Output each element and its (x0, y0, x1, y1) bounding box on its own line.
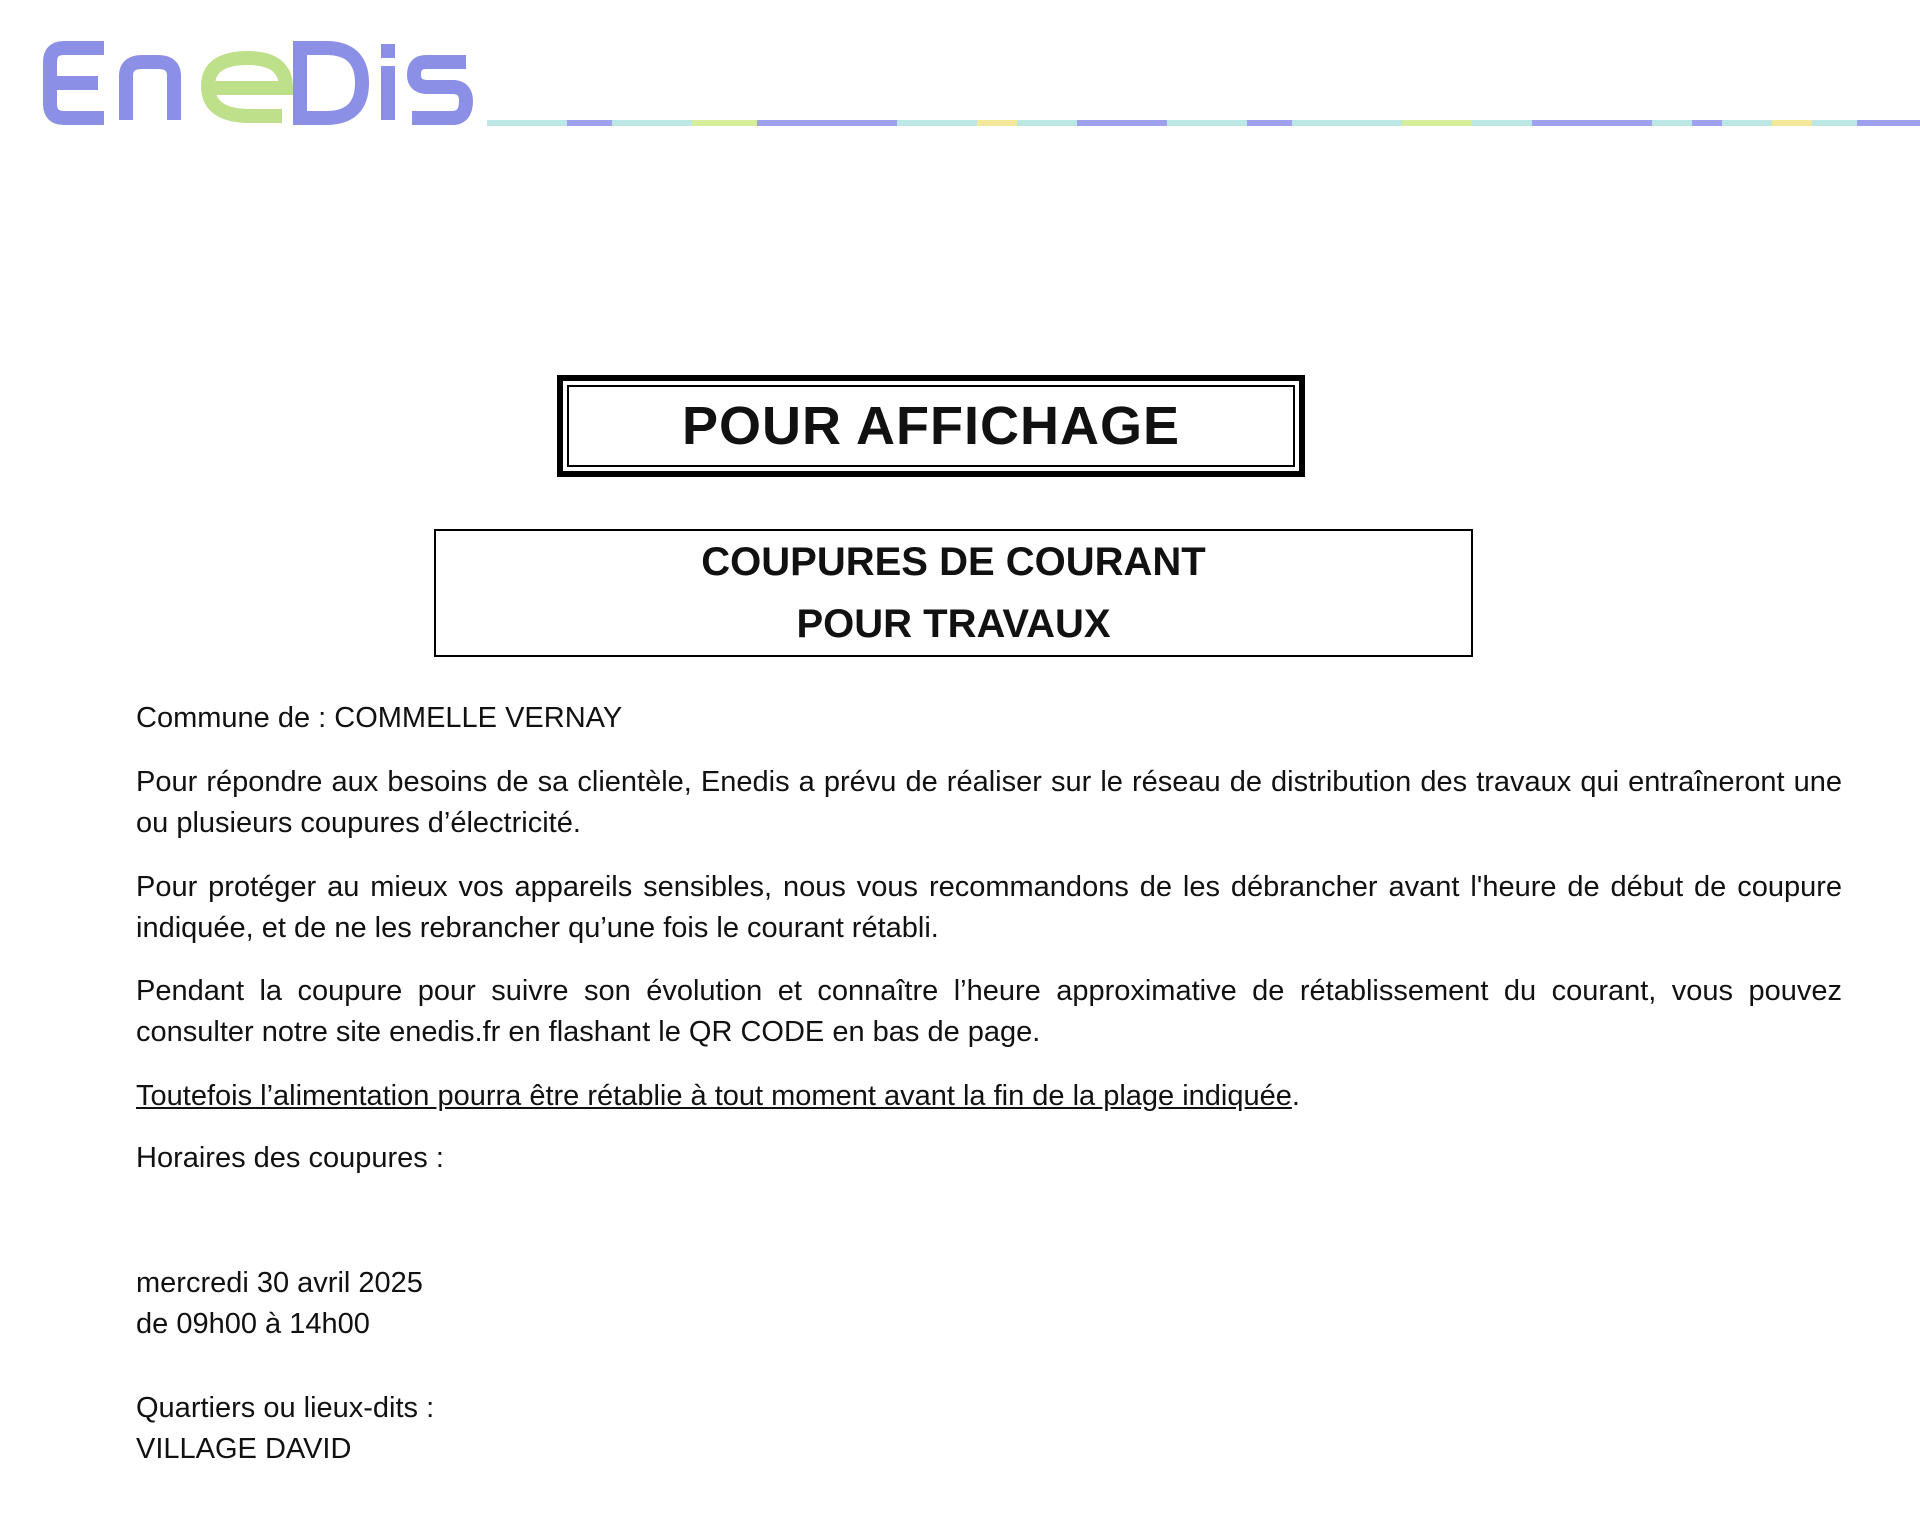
header (0, 0, 1920, 140)
outage-date: mercredi 30 avril 2025 (136, 1267, 423, 1299)
notice-subtitle-box (434, 529, 1473, 657)
location-name: VILLAGE DAVID (136, 1433, 352, 1465)
header-decorative-line (487, 120, 1920, 126)
notice-title-box (557, 375, 1305, 477)
schedule-label: Horaires des coupures : (136, 1142, 444, 1174)
paragraph-early-restore (136, 1076, 1842, 1117)
notice-subtitle-line-2: POUR TRAVAUX (796, 602, 1111, 646)
outage-time-range: de 09h00 à 14h00 (136, 1308, 370, 1340)
notice-title: POUR AFFICHAGE (567, 385, 1295, 467)
enedis-logo (42, 38, 474, 128)
early-restore-underlined: Toutefois l’alimentation pourra être rétablie à tout moment avant la fin de la plage indiquée (136, 1080, 1292, 1112)
paragraph-protect-devices: Pour protéger au mieux vos appareils sensibles, nous vous recommandons de les débrancher avant l'heure de début de coupure indiquée, et de ne les rebrancher qu’une fois le courant rétabli. (136, 871, 1842, 944)
commune-line: Commune de : COMMELLE VERNAY (136, 702, 623, 734)
locations-label: Quartiers ou lieux-dits : (136, 1392, 435, 1424)
paragraph-follow-outage: Pendant la coupure pour suivre son évolution et connaître l’heure approximative de rétablissement du courant, vous pouvez consulter notre site enedis.fr en flashant le QR CODE en bas de page. (136, 975, 1842, 1048)
early-restore-period: . (1291, 1080, 1300, 1112)
paragraph-needs: Pour répondre aux besoins de sa clientèle, Enedis a prévu de réaliser sur le réseau de distribution des travaux qui entraîneront une ou plusieurs coupures d’électricité. (136, 766, 1842, 839)
notice-subtitle-line-1: COUPURES DE COURANT (701, 540, 1206, 584)
